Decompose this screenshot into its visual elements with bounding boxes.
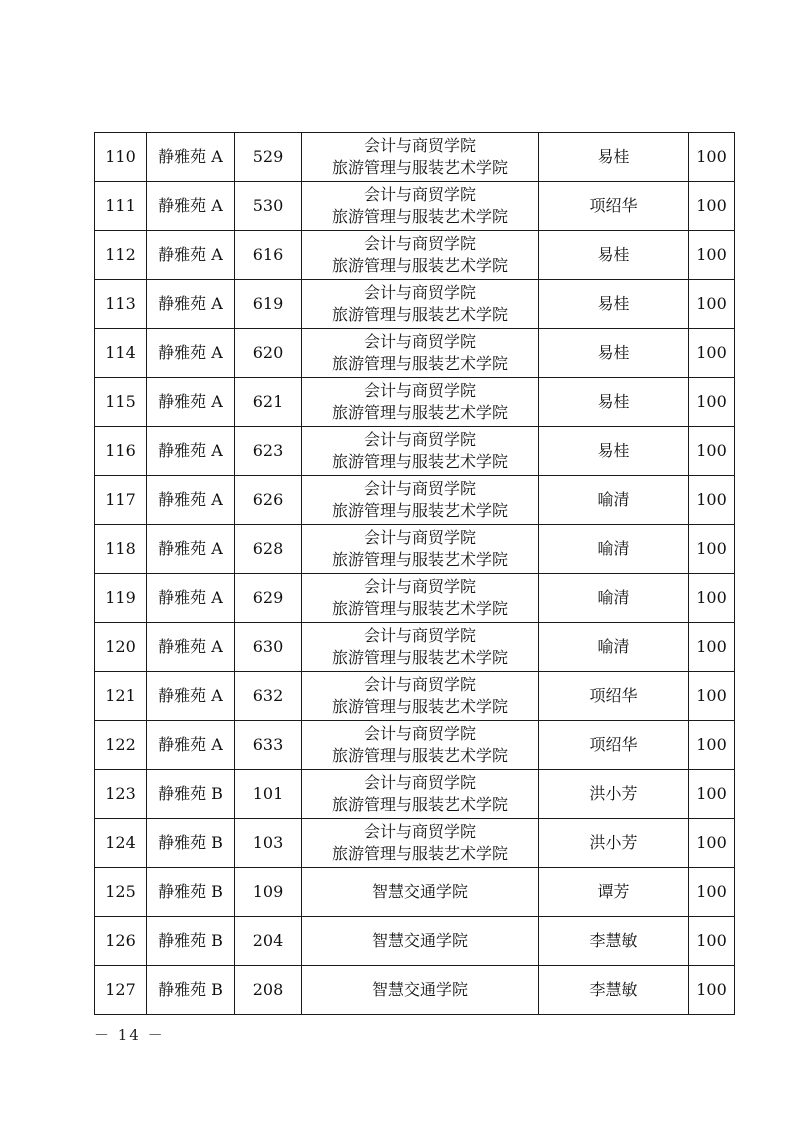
table-row (95, 770, 735, 819)
building-cell: 静雅苑 A (147, 476, 235, 525)
score-cell: 100 (689, 133, 735, 182)
college-cell (302, 868, 539, 917)
counselor-cell: 喻清 (539, 574, 689, 623)
building-cell: 静雅苑 A (147, 378, 235, 427)
counselor-cell: 李慧敏 (539, 917, 689, 966)
college-name: 旅游管理与服装艺术学院 (331, 207, 508, 226)
score-cell: 100 (689, 280, 735, 329)
building-cell: 静雅苑 B (147, 868, 235, 917)
counselor-cell: 项绍华 (539, 721, 689, 770)
building-cell: 静雅苑 B (147, 917, 235, 966)
room-cell: 616 (235, 231, 302, 280)
score-cell: 100 (689, 917, 735, 966)
room-cell: 621 (235, 378, 302, 427)
building-cell: 静雅苑 A (147, 231, 235, 280)
room-cell: 628 (235, 525, 302, 574)
college-name: 会计与商贸学院 (363, 381, 476, 400)
score-cell: 100 (689, 819, 735, 868)
row-number-cell: 126 (95, 917, 147, 966)
college-name: 会计与商贸学院 (363, 430, 476, 449)
college-cell (302, 476, 539, 525)
score-cell: 100 (689, 966, 735, 1015)
page-number: － 14 － (94, 1026, 165, 1044)
counselor-cell: 项绍华 (539, 182, 689, 231)
college-name: 会计与商贸学院 (363, 626, 476, 645)
table-body (95, 133, 735, 1015)
room-cell: 620 (235, 329, 302, 378)
row-number-cell: 124 (95, 819, 147, 868)
score-cell: 100 (689, 427, 735, 476)
building-cell: 静雅苑 B (147, 819, 235, 868)
score-cell: 100 (689, 329, 735, 378)
table-row (95, 525, 735, 574)
row-number-cell: 111 (95, 182, 147, 231)
college-cell (302, 525, 539, 574)
score-cell: 100 (689, 868, 735, 917)
college-name: 智慧交通学院 (371, 931, 468, 950)
row-number-cell: 125 (95, 868, 147, 917)
college-name: 会计与商贸学院 (363, 675, 476, 694)
score-cell: 100 (689, 231, 735, 280)
college-name: 智慧交通学院 (371, 882, 468, 901)
college-name: 旅游管理与服装艺术学院 (331, 746, 508, 765)
college-cell (302, 966, 539, 1015)
college-cell (302, 427, 539, 476)
building-cell: 静雅苑 A (147, 574, 235, 623)
building-cell: 静雅苑 A (147, 280, 235, 329)
college-cell (302, 917, 539, 966)
counselor-cell: 喻清 (539, 525, 689, 574)
row-number-cell: 127 (95, 966, 147, 1015)
college-cell (302, 133, 539, 182)
row-number-cell: 120 (95, 623, 147, 672)
counselor-cell: 喻清 (539, 476, 689, 525)
room-cell: 530 (235, 182, 302, 231)
college-name: 会计与商贸学院 (363, 479, 476, 498)
college-name: 会计与商贸学院 (363, 332, 476, 351)
building-cell: 静雅苑 A (147, 329, 235, 378)
row-number-cell: 116 (95, 427, 147, 476)
room-cell: 633 (235, 721, 302, 770)
building-cell: 静雅苑 A (147, 182, 235, 231)
table-row (95, 427, 735, 476)
counselor-cell: 谭芳 (539, 868, 689, 917)
counselor-cell: 喻清 (539, 623, 689, 672)
college-name: 会计与商贸学院 (363, 528, 476, 547)
row-number-cell: 117 (95, 476, 147, 525)
college-name: 会计与商贸学院 (363, 822, 476, 841)
building-cell: 静雅苑 B (147, 770, 235, 819)
college-name: 旅游管理与服装艺术学院 (331, 403, 508, 422)
table-row (95, 329, 735, 378)
counselor-cell: 易桂 (539, 133, 689, 182)
table-row (95, 378, 735, 427)
room-cell: 529 (235, 133, 302, 182)
counselor-cell: 易桂 (539, 280, 689, 329)
table-row (95, 231, 735, 280)
college-name: 旅游管理与服装艺术学院 (331, 256, 508, 275)
college-name: 旅游管理与服装艺术学院 (331, 795, 508, 814)
college-name: 会计与商贸学院 (363, 283, 476, 302)
row-number-cell: 122 (95, 721, 147, 770)
room-cell: 109 (235, 868, 302, 917)
college-name: 旅游管理与服装艺术学院 (331, 844, 508, 863)
room-cell: 632 (235, 672, 302, 721)
score-cell: 100 (689, 525, 735, 574)
room-cell: 208 (235, 966, 302, 1015)
score-cell: 100 (689, 770, 735, 819)
table-row (95, 868, 735, 917)
row-number-cell: 110 (95, 133, 147, 182)
college-name: 会计与商贸学院 (363, 773, 476, 792)
college-cell (302, 280, 539, 329)
row-number-cell: 113 (95, 280, 147, 329)
college-name: 会计与商贸学院 (363, 234, 476, 253)
building-cell: 静雅苑 A (147, 133, 235, 182)
counselor-cell: 易桂 (539, 231, 689, 280)
college-name: 旅游管理与服装艺术学院 (331, 158, 508, 177)
counselor-cell: 洪小芳 (539, 819, 689, 868)
room-cell: 619 (235, 280, 302, 329)
college-name: 旅游管理与服装艺术学院 (331, 452, 508, 471)
college-name: 旅游管理与服装艺术学院 (331, 550, 508, 569)
college-cell (302, 770, 539, 819)
counselor-cell: 李慧敏 (539, 966, 689, 1015)
counselor-cell: 项绍华 (539, 672, 689, 721)
score-cell: 100 (689, 574, 735, 623)
table-row (95, 182, 735, 231)
score-cell: 100 (689, 672, 735, 721)
table-row (95, 133, 735, 182)
score-cell: 100 (689, 623, 735, 672)
building-cell: 静雅苑 A (147, 721, 235, 770)
college-name: 会计与商贸学院 (363, 724, 476, 743)
building-cell: 静雅苑 B (147, 966, 235, 1015)
room-cell: 103 (235, 819, 302, 868)
score-cell: 100 (689, 378, 735, 427)
college-name: 会计与商贸学院 (363, 185, 476, 204)
table-row (95, 672, 735, 721)
college-cell (302, 182, 539, 231)
counselor-cell: 洪小芳 (539, 770, 689, 819)
college-name: 智慧交通学院 (371, 980, 468, 999)
room-cell: 626 (235, 476, 302, 525)
table-row (95, 917, 735, 966)
row-number-cell: 114 (95, 329, 147, 378)
score-cell: 100 (689, 721, 735, 770)
college-name: 旅游管理与服装艺术学院 (331, 648, 508, 667)
table-row (95, 623, 735, 672)
row-number-cell: 123 (95, 770, 147, 819)
college-name: 旅游管理与服装艺术学院 (331, 697, 508, 716)
row-number-cell: 121 (95, 672, 147, 721)
college-name: 会计与商贸学院 (363, 136, 476, 155)
college-cell (302, 623, 539, 672)
table-row (95, 574, 735, 623)
college-name: 旅游管理与服装艺术学院 (331, 354, 508, 373)
college-cell (302, 672, 539, 721)
counselor-cell: 易桂 (539, 329, 689, 378)
row-number-cell: 118 (95, 525, 147, 574)
college-name: 旅游管理与服装艺术学院 (331, 305, 508, 324)
room-cell: 630 (235, 623, 302, 672)
table-row (95, 280, 735, 329)
table-row (95, 966, 735, 1015)
row-number-cell: 115 (95, 378, 147, 427)
score-cell: 100 (689, 182, 735, 231)
college-cell (302, 378, 539, 427)
row-number-cell: 112 (95, 231, 147, 280)
room-cell: 629 (235, 574, 302, 623)
college-name: 旅游管理与服装艺术学院 (331, 599, 508, 618)
college-cell (302, 721, 539, 770)
room-cell: 204 (235, 917, 302, 966)
room-cell: 101 (235, 770, 302, 819)
college-cell (302, 574, 539, 623)
counselor-cell: 易桂 (539, 378, 689, 427)
table-row (95, 476, 735, 525)
college-cell (302, 231, 539, 280)
room-cell: 623 (235, 427, 302, 476)
college-name: 旅游管理与服装艺术学院 (331, 501, 508, 520)
counselor-cell: 易桂 (539, 427, 689, 476)
dorm-inspection-table (94, 132, 735, 1015)
row-number-cell: 119 (95, 574, 147, 623)
score-cell: 100 (689, 476, 735, 525)
building-cell: 静雅苑 A (147, 623, 235, 672)
college-cell (302, 329, 539, 378)
table-row (95, 819, 735, 868)
college-name: 会计与商贸学院 (363, 577, 476, 596)
college-cell (302, 819, 539, 868)
building-cell: 静雅苑 A (147, 427, 235, 476)
table-row (95, 721, 735, 770)
building-cell: 静雅苑 A (147, 672, 235, 721)
building-cell: 静雅苑 A (147, 525, 235, 574)
